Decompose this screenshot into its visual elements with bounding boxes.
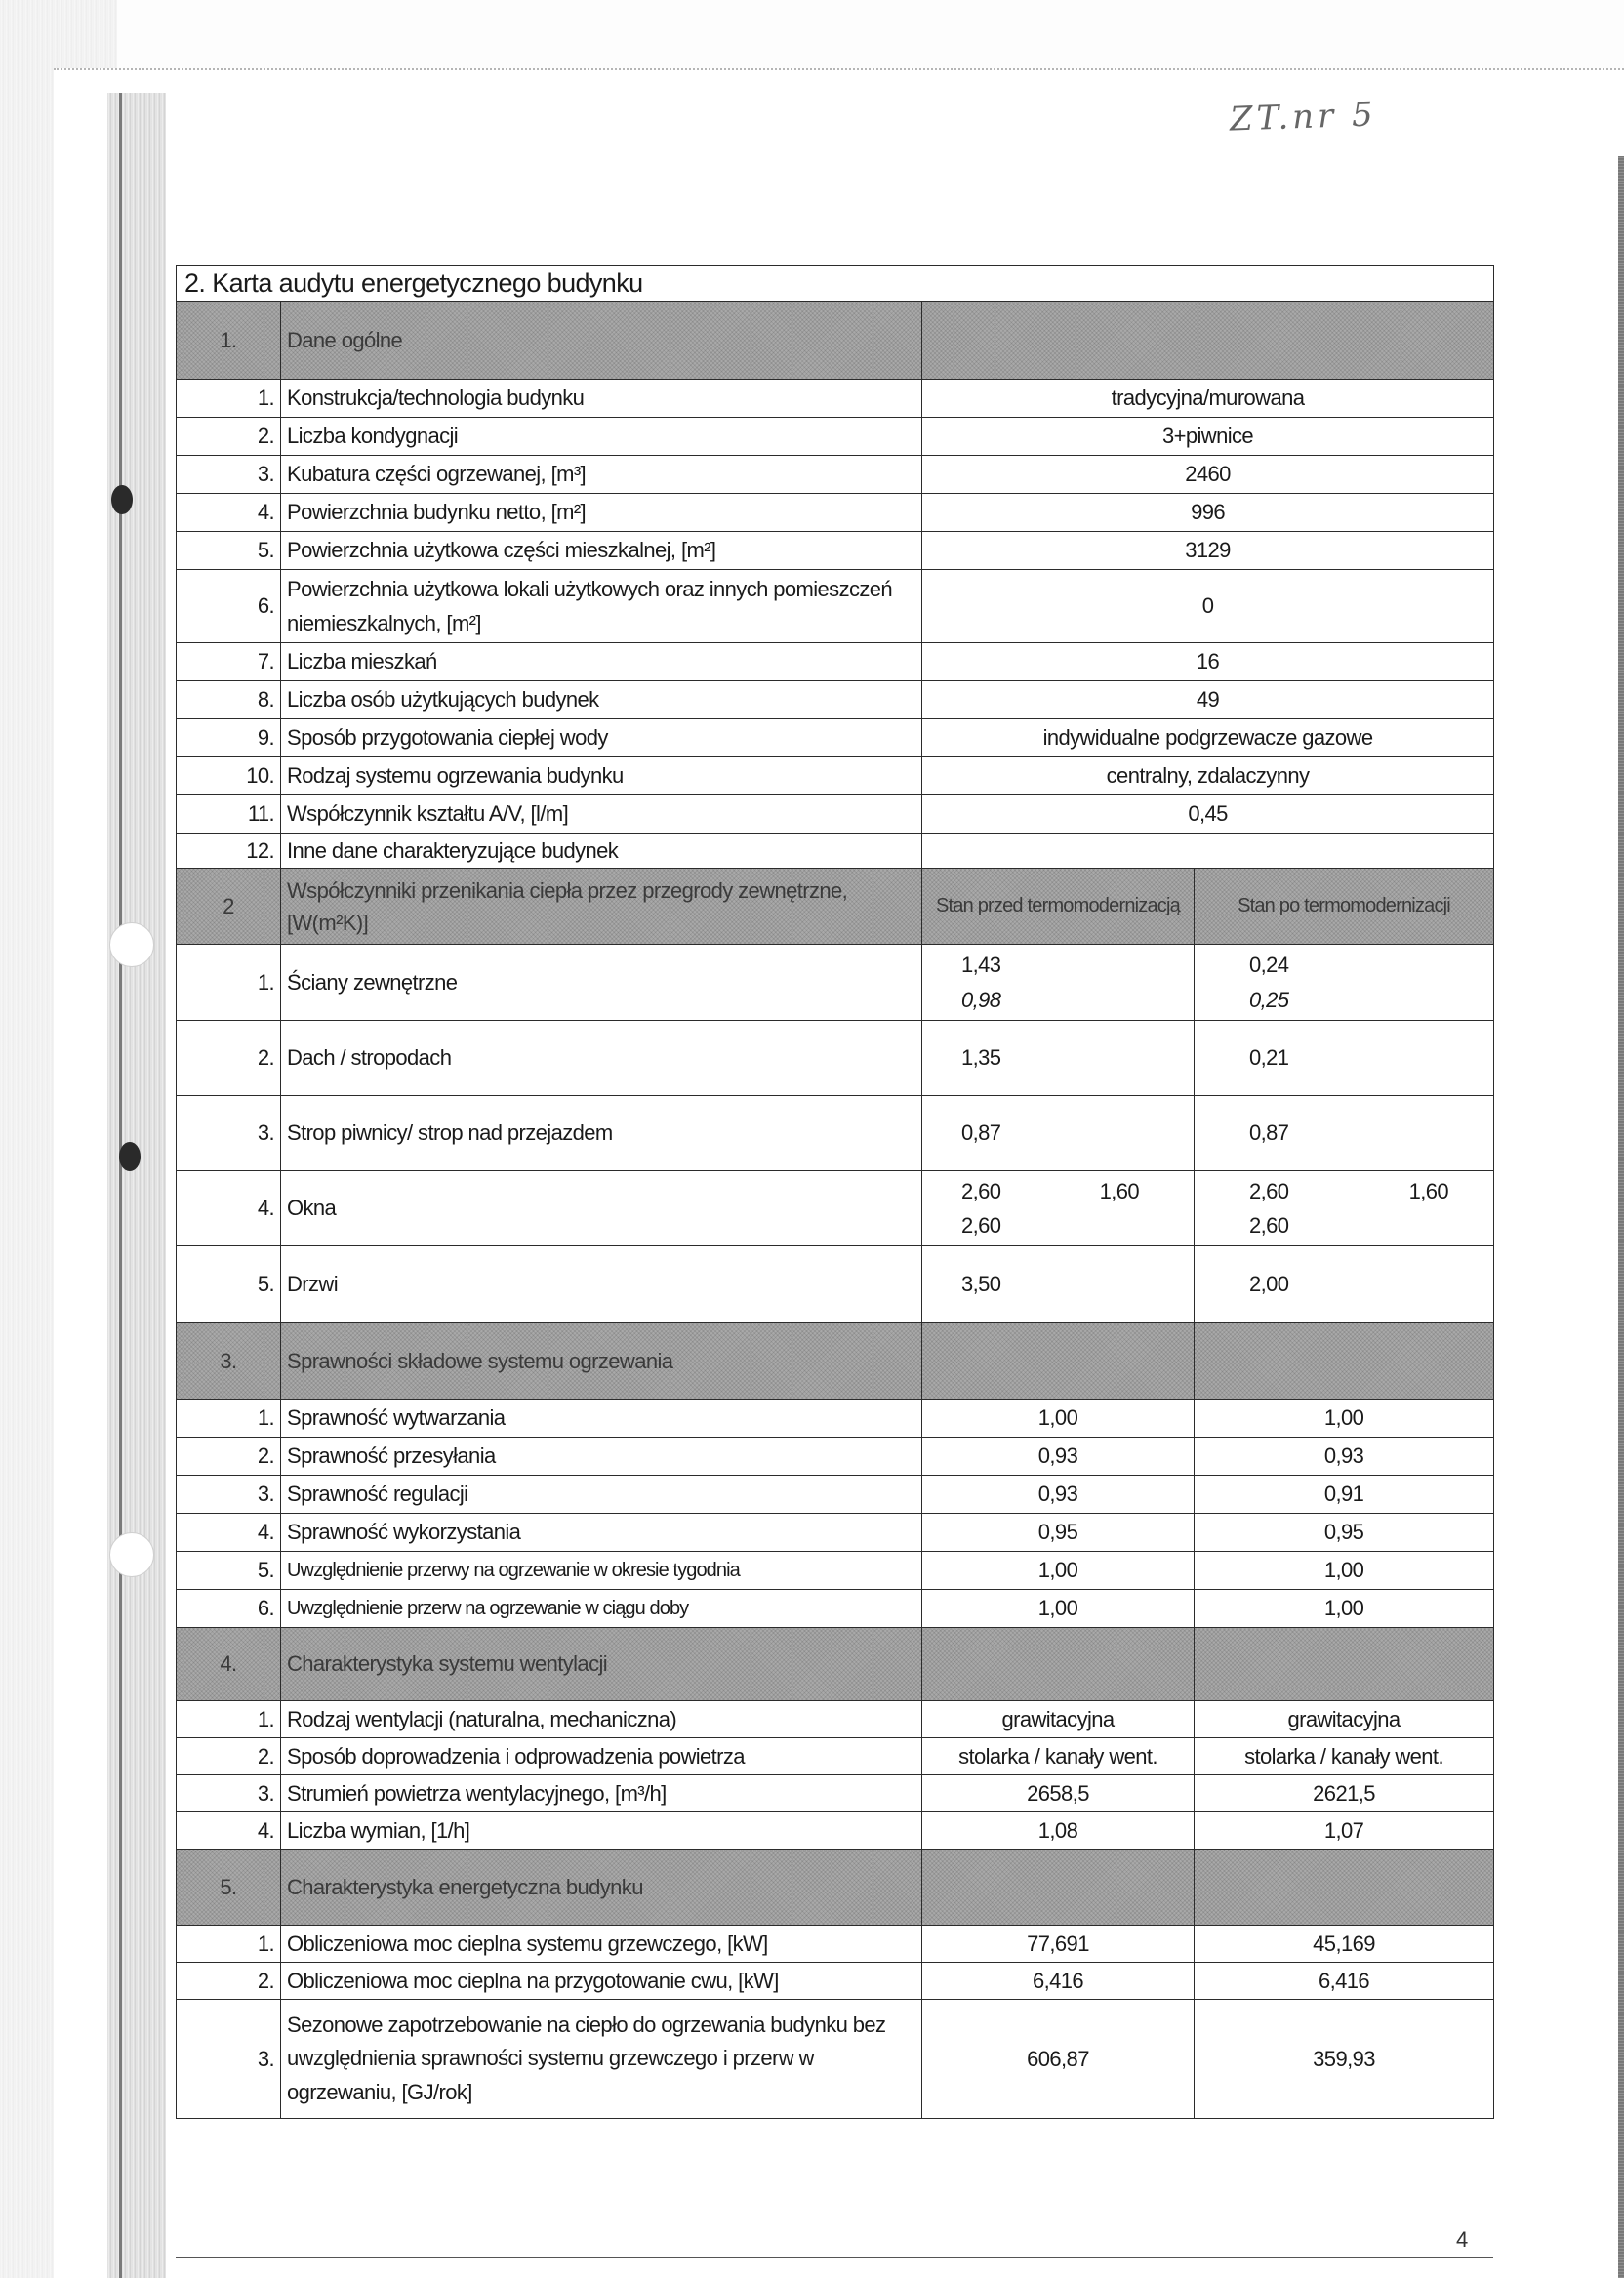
binding-strip (107, 93, 166, 2278)
value-after: 45,169 (1195, 1926, 1494, 1963)
value-before (922, 1021, 1195, 1096)
value-line: 1,43 (961, 953, 1001, 978)
value-line: 1,60 (1408, 1178, 1449, 1203)
row-number: 6. (177, 1590, 281, 1628)
value-after (1195, 1096, 1494, 1171)
table-row (177, 1400, 1494, 1438)
table-row (177, 380, 1494, 418)
section-header-ventilation (177, 1628, 1494, 1701)
row-value: indywidualne podgrzewacze gazowe (922, 719, 1494, 757)
value-before (922, 1246, 1195, 1323)
table-row (177, 1096, 1494, 1171)
section-title: Sprawności składowe systemu ogrzewania (281, 1323, 922, 1400)
table-row (177, 1171, 1494, 1246)
row-label: Rodzaj wentylacji (naturalna, mechaniczna) (281, 1701, 922, 1738)
row-label: Sprawność przesyłania (281, 1438, 922, 1476)
row-label: Powierzchnia budynku netto, [m²] (281, 494, 922, 532)
section-number: 4. (177, 1628, 281, 1701)
value-after: 6,416 (1195, 1963, 1494, 2000)
section-header-fill (1195, 1850, 1494, 1926)
row-label: Rodzaj systemu ogrzewania budynku (281, 757, 922, 795)
table-row (177, 1775, 1494, 1812)
table-row (177, 1963, 1494, 2000)
value-line: 2,60 (1249, 1213, 1289, 1238)
section-header-general (177, 302, 1494, 380)
row-label: Sezonowe zapotrzebowanie na ciepło do ogrzewania budynku bez uwzględnienia sprawności systemu grzewczego i przerw w ogrzewaniu, [GJ/rok] (281, 2000, 922, 2119)
table-row (177, 1590, 1494, 1628)
footer-divider (176, 2257, 1493, 2258)
row-value: 0,45 (922, 795, 1494, 834)
value-after: grawitacyjna (1195, 1701, 1494, 1738)
row-number: 7. (177, 643, 281, 681)
row-number: 3. (177, 1096, 281, 1171)
table-row (177, 1701, 1494, 1738)
section-number: 2 (177, 869, 281, 945)
table-row (177, 1738, 1494, 1775)
row-value: 996 (922, 494, 1494, 532)
section-header-fill (922, 1323, 1195, 1400)
row-number: 2. (177, 1438, 281, 1476)
value-before: 0,93 (922, 1476, 1195, 1514)
row-number: 2. (177, 1021, 281, 1096)
value-before: stolarka / kanały went. (922, 1738, 1195, 1775)
row-label: Konstrukcja/technologia budynku (281, 380, 922, 418)
row-label: Liczba wymian, [1/h] (281, 1812, 922, 1850)
title-row (177, 266, 1494, 302)
document-title: 2. Karta audytu energetycznego budynku (177, 266, 1494, 302)
row-label: Obliczeniowa moc cieplna systemu grzewczego, [kW] (281, 1926, 922, 1963)
row-label: Kubatura części ogrzewanej, [m³] (281, 456, 922, 494)
value-before: 0,95 (922, 1514, 1195, 1552)
row-label: Liczba kondygnacji (281, 418, 922, 456)
value-line: 2,60 (961, 1178, 1001, 1203)
section-header-fill (1195, 1628, 1494, 1701)
row-number: 1. (177, 380, 281, 418)
punch-hole-icon (109, 922, 154, 967)
energy-audit-table (176, 265, 1494, 2119)
value-before (922, 1096, 1195, 1171)
table-row (177, 418, 1494, 456)
row-value: 49 (922, 681, 1494, 719)
value-line: 0,98 (961, 987, 1001, 1012)
value-before: 0,93 (922, 1438, 1195, 1476)
value-after (1195, 1171, 1494, 1246)
table-row (177, 1476, 1494, 1514)
section-header-energy-characteristics (177, 1850, 1494, 1926)
punch-hole-icon (109, 1532, 154, 1577)
value-line: 0,87 (1249, 1120, 1289, 1146)
table-row (177, 757, 1494, 795)
row-label: Sposób przygotowania ciepłej wody (281, 719, 922, 757)
table-row (177, 945, 1494, 1021)
row-label: Sposób doprowadzenia i odprowadzenia powietrza (281, 1738, 922, 1775)
section-header-heat-transfer (177, 869, 1494, 945)
value-after: 2621,5 (1195, 1775, 1494, 1812)
value-before: 2658,5 (922, 1775, 1195, 1812)
row-number: 6. (177, 570, 281, 643)
row-label: Strop piwnicy/ strop nad przejazdem (281, 1096, 922, 1171)
section-number: 5. (177, 1850, 281, 1926)
row-value: 2460 (922, 456, 1494, 494)
value-before: 1,00 (922, 1400, 1195, 1438)
value-line: 1,60 (1099, 1178, 1139, 1203)
row-value: 0 (922, 570, 1494, 643)
value-line: 0,21 (1249, 1045, 1289, 1071)
row-number: 2. (177, 1963, 281, 2000)
row-label: Sprawność wytwarzania (281, 1400, 922, 1438)
value-before: grawitacyjna (922, 1701, 1195, 1738)
row-label: Strumień powietrza wentylacyjnego, [m³/h] (281, 1775, 922, 1812)
value-before: 606,87 (922, 2000, 1195, 2119)
value-after: 1,07 (1195, 1812, 1494, 1850)
row-number: 4. (177, 494, 281, 532)
value-after: 1,00 (1195, 1400, 1494, 1438)
section-header-fill (1195, 1323, 1494, 1400)
row-value (922, 834, 1494, 869)
value-after: 0,93 (1195, 1438, 1494, 1476)
row-number: 11. (177, 795, 281, 834)
row-label: Powierzchnia użytkowa części mieszkalnej, [m²] (281, 532, 922, 570)
value-after: 0,95 (1195, 1514, 1494, 1552)
table-row (177, 456, 1494, 494)
binding-line (119, 93, 122, 2278)
section-header-fill (922, 302, 1494, 380)
row-label: Powierzchnia użytkowa lokali użytkowych oraz innych pomieszczeń niemieszkalnych, [m²] (281, 570, 922, 643)
row-label: Obliczeniowa moc cieplna na przygotowanie cwu, [kW] (281, 1963, 922, 2000)
value-after: 0,91 (1195, 1476, 1494, 1514)
section-title: Charakterystyka systemu wentylacji (281, 1628, 922, 1701)
sheet-right-edge (1618, 156, 1624, 2278)
row-label: Dach / stropodach (281, 1021, 922, 1096)
row-label: Sprawność regulacji (281, 1476, 922, 1514)
row-label: Uwzględnienie przerwy na ogrzewanie w okresie tygodnia (281, 1552, 922, 1590)
row-label: Sprawność wykorzystania (281, 1514, 922, 1552)
section-header-fill (922, 1628, 1195, 1701)
row-number: 10. (177, 757, 281, 795)
value-line: 2,60 (961, 1213, 1001, 1238)
row-value: 16 (922, 643, 1494, 681)
row-number: 8. (177, 681, 281, 719)
value-line: 0,25 (1249, 987, 1289, 1012)
row-number: 2. (177, 1738, 281, 1775)
row-value: 3+piwnice (922, 418, 1494, 456)
row-label: Okna (281, 1171, 922, 1246)
table-row (177, 795, 1494, 834)
column-header-after: Stan po termomodernizacji (1195, 869, 1494, 945)
table-row (177, 570, 1494, 643)
section-header-fill (922, 1850, 1195, 1926)
value-line: 2,00 (1249, 1272, 1289, 1297)
handwritten-note: ZT.nr 5 (1229, 95, 1378, 140)
table-row (177, 1438, 1494, 1476)
row-label: Liczba mieszkań (281, 643, 922, 681)
value-before: 1,00 (922, 1552, 1195, 1590)
value-line: 1,35 (961, 1045, 1001, 1071)
table-row (177, 1926, 1494, 1963)
section-number: 3. (177, 1323, 281, 1400)
section-header-heating-efficiency (177, 1323, 1494, 1400)
value-after: 1,00 (1195, 1590, 1494, 1628)
row-value: 3129 (922, 532, 1494, 570)
row-number: 5. (177, 1552, 281, 1590)
row-value: centralny, zdalaczynny (922, 757, 1494, 795)
section-title: Dane ogólne (281, 302, 922, 380)
value-before (922, 1171, 1195, 1246)
table-row (177, 532, 1494, 570)
row-number: 4. (177, 1812, 281, 1850)
row-label: Ściany zewnętrzne (281, 945, 922, 1021)
table-row (177, 681, 1494, 719)
value-after (1195, 1246, 1494, 1323)
table-row (177, 1246, 1494, 1323)
value-after: 359,93 (1195, 2000, 1494, 2119)
row-label: Inne dane charakteryzujące budynek (281, 834, 922, 869)
value-after (1195, 1021, 1494, 1096)
row-number: 12. (177, 834, 281, 869)
row-number: 5. (177, 1246, 281, 1323)
binding-rivet-icon (111, 485, 133, 514)
value-after: 1,00 (1195, 1552, 1494, 1590)
row-number: 9. (177, 719, 281, 757)
section-title: Charakterystyka energetyczna budynku (281, 1850, 922, 1926)
value-after: stolarka / kanały went. (1195, 1738, 1494, 1775)
section-title: Współczynniki przenikania ciepła przez przegrody zewnętrzne, [W(m²K)] (281, 869, 922, 945)
row-number: 4. (177, 1171, 281, 1246)
table-row (177, 1812, 1494, 1850)
column-header-before: Stan przed termomodernizacją (922, 869, 1195, 945)
table-row (177, 2000, 1494, 2119)
table-row (177, 834, 1494, 869)
value-before: 6,416 (922, 1963, 1195, 2000)
row-number: 4. (177, 1514, 281, 1552)
table-row (177, 494, 1494, 532)
value-line: 2,60 (1249, 1178, 1289, 1203)
row-number: 1. (177, 1701, 281, 1738)
row-number: 3. (177, 1476, 281, 1514)
row-number: 1. (177, 1926, 281, 1963)
page-number: 4 (1456, 2227, 1469, 2252)
table-row (177, 1514, 1494, 1552)
binding-rivet-icon (119, 1142, 141, 1171)
row-label: Współczynnik kształtu A/V, [l/m] (281, 795, 922, 834)
value-before (922, 945, 1195, 1021)
row-number: 1. (177, 1400, 281, 1438)
table-row (177, 643, 1494, 681)
value-before: 77,691 (922, 1926, 1195, 1963)
row-number: 5. (177, 532, 281, 570)
value-line: 3,50 (961, 1272, 1001, 1297)
table-row (177, 1021, 1494, 1096)
row-label: Uwzględnienie przerw na ogrzewanie w ciągu doby (281, 1590, 922, 1628)
value-before: 1,00 (922, 1590, 1195, 1628)
row-number: 1. (177, 945, 281, 1021)
value-before: 1,08 (922, 1812, 1195, 1850)
table-row (177, 1552, 1494, 1590)
row-number: 2. (177, 418, 281, 456)
value-line: 0,24 (1249, 953, 1289, 978)
row-value: tradycyjna/murowana (922, 380, 1494, 418)
section-number: 1. (177, 302, 281, 380)
row-label: Drzwi (281, 1246, 922, 1323)
value-line: 0,87 (961, 1120, 1001, 1146)
row-number: 3. (177, 2000, 281, 2119)
row-number: 3. (177, 456, 281, 494)
table-row (177, 719, 1494, 757)
row-number: 3. (177, 1775, 281, 1812)
value-after (1195, 945, 1494, 1021)
row-label: Liczba osób użytkujących budynek (281, 681, 922, 719)
